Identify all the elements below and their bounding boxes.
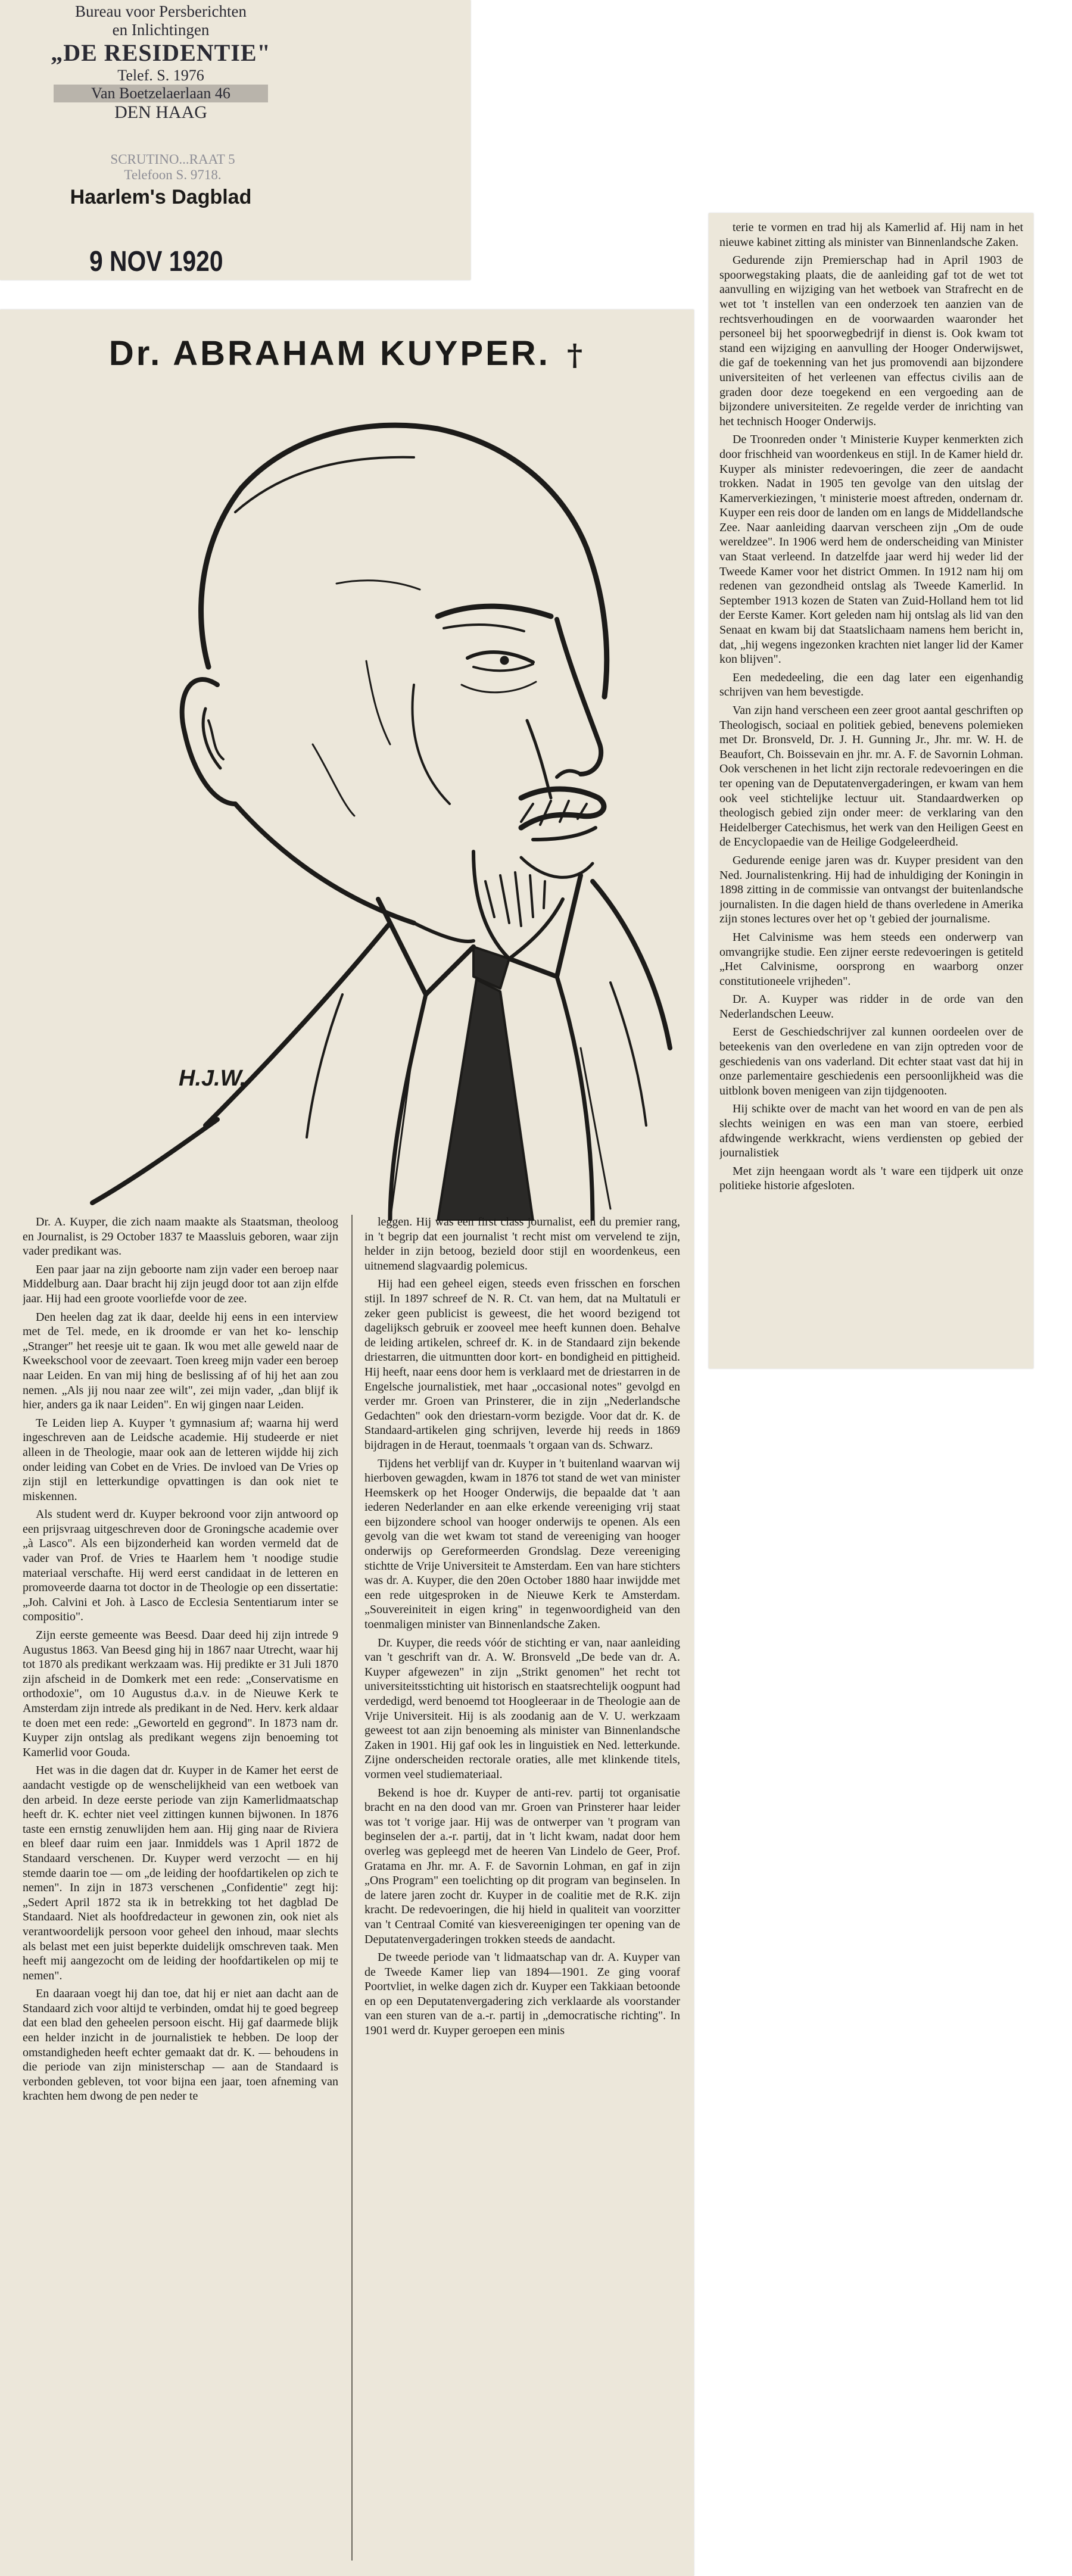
col3-para: De Troonreden onder 't Ministerie Kuyper kenmerkten zich door frischheid van woordenkeus en stijl. In de Kamer hield dr. Kuyper als minister redevoeringen, die zeer de aandacht trokken. Nadat in 1905 ten gevolge van den uitslag der Kamerverkiezingen, 't ministerie moest aftreden, ondernam dr. Kuyper een reis door de landen om en langs de Middellandsche Zee. Naar aanleiding daarvan verscheen zijn „Om de oude wereldzee". In 1906 werd hem de onderscheiding van Minister van Staat verleend. In datzelfde jaar werd hij weder lid der Tweede Kamer voor het district Ommen. In 1912 nam hij om redenen van gezondheid ontslag als Tweede Kamerlid. In September 1913 kozen de Staten van Zuid-Holland hem tot lid der Eerste Kamer. Kort geleden nam hij ontslag als lid van den Senaat en kwam bij dat Staatslichaam namens hem bericht in, dat, „hij wegens ingezonken krachten niet langer lid der Kamer kon blijven". bbox=[719, 433, 1023, 666]
header-clipping bbox=[0, 0, 470, 280]
headline-text: Dr. ABRAHAM KUYPER. bbox=[108, 334, 550, 373]
col3-para: Gedurende zijn Premierschap had in April 1903 de spoorwegstaking plaats, die de aanleiding gaf tot de wet tot aanvulling en wijziging van het wetboek van Strafrecht en de wet tot 't instellen van een onderzoek ten aanzien van de rechtsverhoudingen en de voorwaarden waaronder het personeel bij het spoorwegbedrijf in dienst is. Ook kwam tot stand een wijziging en aanvulling der Hooger Onderwijswet, die gaf de toekenning van het jus promovendi aan bijzondere universiteiten of het verleenen van effectus civilis aan de graden door deze toegekend en een vergoeding aan de bijzondere universiteiten. Ze regelde verder de inrichting van het technisch Hooger Onderwijs. bbox=[719, 254, 1023, 428]
col2-para: De tweede periode van 't lidmaatschap van dr. A. Kuyper van de Tweede Kamer liep van 1894—1901. Ze ging vooraf Poortvliet, in welke dagen zich dr. Kuyper een Takkiaan betoonde en op een Deputatenvergadering zich verklaarde als voorstander van een sturen van de a.-r. partij in „democratische richting". In 1901 werd dr. Kuyper geroepen een minis bbox=[364, 1951, 680, 2038]
cross-symbol: † bbox=[566, 337, 585, 372]
col3-para: terie te vormen en trad hij als Kamerlid af. Hij nam in het nieuwe kabinet zitting als minister van Binnenlandsche Zaken. bbox=[719, 221, 1023, 249]
col1-para: Den heelen dag zat ik daar, deelde hij eens in een interview met de Tel. mede, en ik droomde er van het ko- lenschip „Stranger" het reesje uit te gaan. Ik wou met alle geweld naar de Kweekschool voor de zeevaart. Toen kreeg mijn vader een beroep naar Leiden. En van mij hing de beslissing af of hij het aan zou nemen. „Als jij nou naar zee wilt", zei mijn vader, „dan blijf ik hier, anders ga ik naar Leiden". En wij gingen naar Leiden. bbox=[23, 1310, 338, 1412]
col1-para: Dr. A. Kuyper, die zich naam maakte als Staatsman, theoloog en Journalist, is 29 October 1837 te Maassluis geboren, waar zijn vader predikant was. bbox=[23, 1215, 338, 1258]
text-column-3 bbox=[719, 220, 1023, 1361]
col1-para: En daaraan voegt hij dan toe, dat hij er niet aan dacht aan de Standaard zich voor altijd te verbinden, omdat hij te goed begreep dat een blad den geheelen persoon eischt. Hij gaf daarmede blijk een helder inzicht in de journalistiek te hebben. De loop der omstandigheden heeft echter gemaakt dat dr. K. — behoudens in die periode van zijn ministerschap — aan de Standaard is verbonden gebleven, tot voor bijna een jaar, toen afneming van krachten hem dwong de pen neder te bbox=[23, 1987, 338, 2103]
col2-para: Bekend is hoe dr. Kuyper de anti-rev. partij tot organisatie bracht en na den dood van mr. Groen van Prinsterer haar leider was tot 't vorige jaar. Hij was de ontwerper van 't program van beginselen der a.-r. partij, dat in 't licht kwam, nadat door hem overleg was gepleegd met de heeren Van Lindelo de Geer, Prof. Gratama en Jhr. mr. A. F. de Savornin Lohman, en gaf in zijn „Ons Program" een toelichting op dit program van beginselen. In de latere jaren zocht dr. Kuyper in de coalitie met de R.K. zijn kracht. De redevoeringen, die hij hield in qualiteit van voorzitter van 't Centraal Comité van kiesvereenigingen ter opening van de Deputatenvergaderingen trokken steeds de aandacht. bbox=[364, 1786, 680, 1946]
col1-para: Als student werd dr. Kuyper bekroond voor zijn antwoord op een prijsvraag uitgeschreven door de Groningsche academie over „à Lasco". Als een bijzonderheid kan worden vermeld dat de vader van Prof. de Vries te Haarlem hem 't noodige studie materiaal verschafte. Hij werd eerst candidaat in de letteren en promoveerde daarna tot doctor in de Theologie op een dissertatie: „Joh. Calvini et Joh. à Lasco de Ecclesia Sententiarum inter se compositio". bbox=[23, 1508, 338, 1624]
col3-para: Van zijn hand verscheen een zeer groot aantal geschriften op Theologisch, sociaal en politiek gebied, benevens polemieken met Dr. Bronsveld, Dr. J. H. Gunning Jr., Jhr. mr. W. H. de Beaufort, Ch. Boissevain en jhr. mr. A. F. de Savornin Lohman. Ook verschenen in het licht zijn rectorale redevoeringen en die ter opening van de Deputatenvergaderingen, er kwam van hem ook veel stichtelijke lectuur uit. Standaardwerken op theologisch gebied zijn onder meer: de verklaring van den Heidelberger Catechismus, het werk van den Heiligen Geest en de Encyclopaedie van de Heilige Godgeleerdheid. bbox=[719, 704, 1023, 849]
bureau-city: DEN HAAG bbox=[114, 102, 207, 122]
col1-para: Te Leiden liep A. Kuyper 't gymnasium af; waarna hij werd ingeschreven aan de Leidsche academie. Hij studeerde er niet alleen in de Theologie, maar ook aan de letteren wijdde hij zich onder leiding van Cobet en de Vries. De invloed van De Vries op zijn stijl en letterkundige opvattingen is dan ook niet te miskennen. bbox=[23, 1416, 338, 1503]
scrutinor-line2: Telefoon S. 9718. bbox=[124, 167, 222, 183]
bureau-line2: en Inlichtingen bbox=[112, 21, 210, 39]
col3-para: Hij schikte over de macht van het woord en van de pen als slechts weinigen en was een man van stoere, eerbied afdwingende werkkracht, wiens verdiensten op gebied der journalistiek bbox=[719, 1102, 1023, 1160]
col3-para: Dr. A. Kuyper was ridder in de orde van den Nederlandschen Leeuw. bbox=[719, 993, 1023, 1021]
bureau-phone: Telef. S. 1976 bbox=[117, 67, 204, 85]
headline bbox=[0, 333, 694, 373]
text-column-2 bbox=[364, 1215, 680, 2566]
col2-para: Tijdens het verblijf van dr. Kuyper in 't buitenland waarvan wij hierboven gewagden, kwam in 1876 tot stand de wet van minister Heemskerk op het Hooger Onderwijs, die bepaalde dat 't aan iederen Nederlander en aan elke erkende vereeniging vrij staat een bijzondere school van hooger onderwijs te openen. Als een gevolg van die wet kwam tot stand de vereeniging van hooger onderwijs op Gereformeerden Grondslag. Deze vereeniging stichtte de Vrije Universiteit te Amsterdam. Een van hare stichters was dr. A. Kuyper, die den 20en October 1880 haar inwijdde met een rede uitgesproken in de Nieuwe Kerk te Amsterdam. „Souvereiniteit in eigen kring" in tegenwoordigheid van den toenmaligen minister van Binnenlandsche Zaken. bbox=[364, 1457, 680, 1632]
continuation-clipping bbox=[709, 213, 1033, 1368]
bureau-address: Van Boetzelaerlaan 46 bbox=[54, 85, 268, 102]
col1-para: Het was in die dagen dat dr. Kuyper in de Kamer het eerst de aandacht vestigde op de wenschelijkheid van een wetboek van den arbeid. In deze eerste periode van zijn Kamerlidmaatschap heeft dr. K. echter niet veel zittingen kunnen bijwonen. In 1876 taste een ernstig zenuwlijden hem aan. Hij ging naar de Riviera en bleef daar ruim een jaar. Inmiddels was 1 April 1872 de Standaard verschenen. Dr. Kuyper werd verzocht — en hij stemde daarin toe — om „de leiding der hoofdartikelen op zich te nemen". In zijn in 1873 verschenen „Confidentie" zegt hij: „Sedert April 1872 sta ik in betrekking tot het dagblad De Standaard. Niet als hoofdredacteur in gewonen zin, ook niet als verantwoordelijk persoon voor geheel den inhoud, maar slechts als belast met een juist beperkte duidelijk omschreven taak. Men heeft mij aangezocht om de leiding der hoofdartikelen op mij te nemen". bbox=[23, 1764, 338, 1982]
bureau-stamp bbox=[18, 2, 304, 123]
col1-para: Zijn eerste gemeente was Beesd. Daar deed hij zijn intrede 9 Augustus 1863. Van Beesd ging hij in 1867 naar Utrecht, waar hij tot 1870 als predikant werkzaam was. Hij predikte er 31 Juli 1870 zijn afscheid in de Domkerk met een rede: „Conservatisme en orthodoxie", om 10 Augustus d.a.v. in de Nieuwe Kerk te Amsterdam zijn intrede als predikant in de Ned. Herv. kerk aldaar te doen met een rede: „Geworteld en gegrond". In 1873 nam dr. Kuyper zijn ontslag als predikant wegens zijn benoeming tot Kamerlid voor Gouda. bbox=[23, 1629, 338, 1759]
col2-para: Dr. Kuyper, die reeds vóór de stichting er van, naar aanleiding van 't geschrift van dr. A. W. Bronsveld „De bede van dr. A. Kuyper afgewezen" in zijn „Strikt genomen" het recht tot universiteitsstichting uit historisch en staatsrechtelijk oogpunt had verdedigd, werd benoemd tot Hoogleeraar in de Theologie aan de Vrije Universiteit. Hij is als zoodanig aan de V. U. werkzaam geweest tot aan zijn benoeming als minister van Binnenlandsche Zaken in 1901. Hij gaf ook les in linguistiek en Ned. letterkunde. Zijne onderscheiden rectorale oraties, alle met klinkende titels, vormen veel studiemateriaal. bbox=[364, 1636, 680, 1781]
col1-para: Een paar jaar na zijn geboorte nam zijn vader een beroep naar Middelburg aan. Daar bracht hij zijn jeugd door tot aan zijn elfde jaar. Hij had een groote voorliefde voor de zee. bbox=[23, 1262, 338, 1305]
col2-para: leggen. Hij was een first class journalist, een du premier rang, in 't begrip dat een journalist 't recht mist om vervelend te zijn, helder in zijn betoog, bezield door stijl en woordenkeus, een uitnemend slagvaardig polemicus. bbox=[364, 1215, 680, 1273]
bureau-line1: Bureau voor Persberichten bbox=[75, 2, 247, 20]
artist-signature: H.J.W. bbox=[179, 1066, 247, 1091]
col3-para: Met zijn heengaan wordt als 't ware een tijdperk uit onze politieke historie afgesloten. bbox=[719, 1164, 1023, 1193]
col3-para: Eerst de Geschiedschrijver zal kunnen oordeelen over de beteekenis van den overledene en van zijn optreden voor de geschiedenis van ons vaderland. Dit echter staat vast dat hij in onze parlementaire geschiedenis een persoonlijkheid was die uitblonk boven menigeen van zijn tijdgenooten. bbox=[719, 1025, 1023, 1097]
bureau-name: „DE RESIDENTIE" bbox=[51, 39, 271, 67]
col3-para: Het Calvinisme was hem steeds een onderwerp van omvangrijke studie. Een zijner eerste redevoeringen is getiteld „Het Calvinisme, oorsprong en waarborg onzer constitutioneele vrijheden". bbox=[719, 930, 1023, 988]
portrait-drawing bbox=[57, 387, 676, 1221]
date-stamp: 9 NOV 1920 bbox=[89, 246, 223, 277]
column-divider bbox=[351, 1215, 353, 2561]
article-clipping bbox=[0, 310, 694, 2576]
col3-para: Gedurende eenige jaren was dr. Kuyper president van den Ned. Journalistenkring. Hij had de inhuldiging der Koningin in 1898 zitting in de commissie van ontvangst der buitenlandsche journalisten. In die dagen hield de thans overledene in Amerika zijn stones lectures over het op 't gebied der journalisme. bbox=[719, 853, 1023, 926]
col3-para: Een mededeeling, die een dag later een eigenhandig schrijven van hem bevestigde. bbox=[719, 670, 1023, 699]
scrutinor-line1: SCRUTINO...RAAT 5 bbox=[110, 152, 235, 167]
col2-para: Hij had een geheel eigen, steeds even frisschen en forschen stijl. In 1897 schreef de N. R. Ct. van hem, dat na Multatuli er zeker geen publicist is geweest, die het woord bezigend tot dagelijksch gebruik er zooveel mee heeft kunnen doen. Behalve de leiding artikelen, schreef dr. K. in de Standaard zijn bekende driestarren, die uitmuntten door kort- en bondigheid en pittigheid. Hij heeft, naar eens door hem is verklaard met de driestarren in de Engelsche journalistiek, met haar „occasional notes" gevolgd en verder mr. Groen van Prinsterer, die in zijn „Nederlandsche Gedachten" ook den driestarn-vorm bezigde. Voor dat dr. K. de Standaard-artikelen ging schrijven, leverde hij reeds in 1869 bijdragen in de Heraut, toenmaals 't orgaan van ds. Schwarz. bbox=[364, 1277, 680, 1452]
source-name: Haarlem's Dagblad bbox=[70, 186, 252, 208]
scrutinor-stamp bbox=[71, 152, 274, 183]
text-column-1 bbox=[23, 1215, 338, 2566]
